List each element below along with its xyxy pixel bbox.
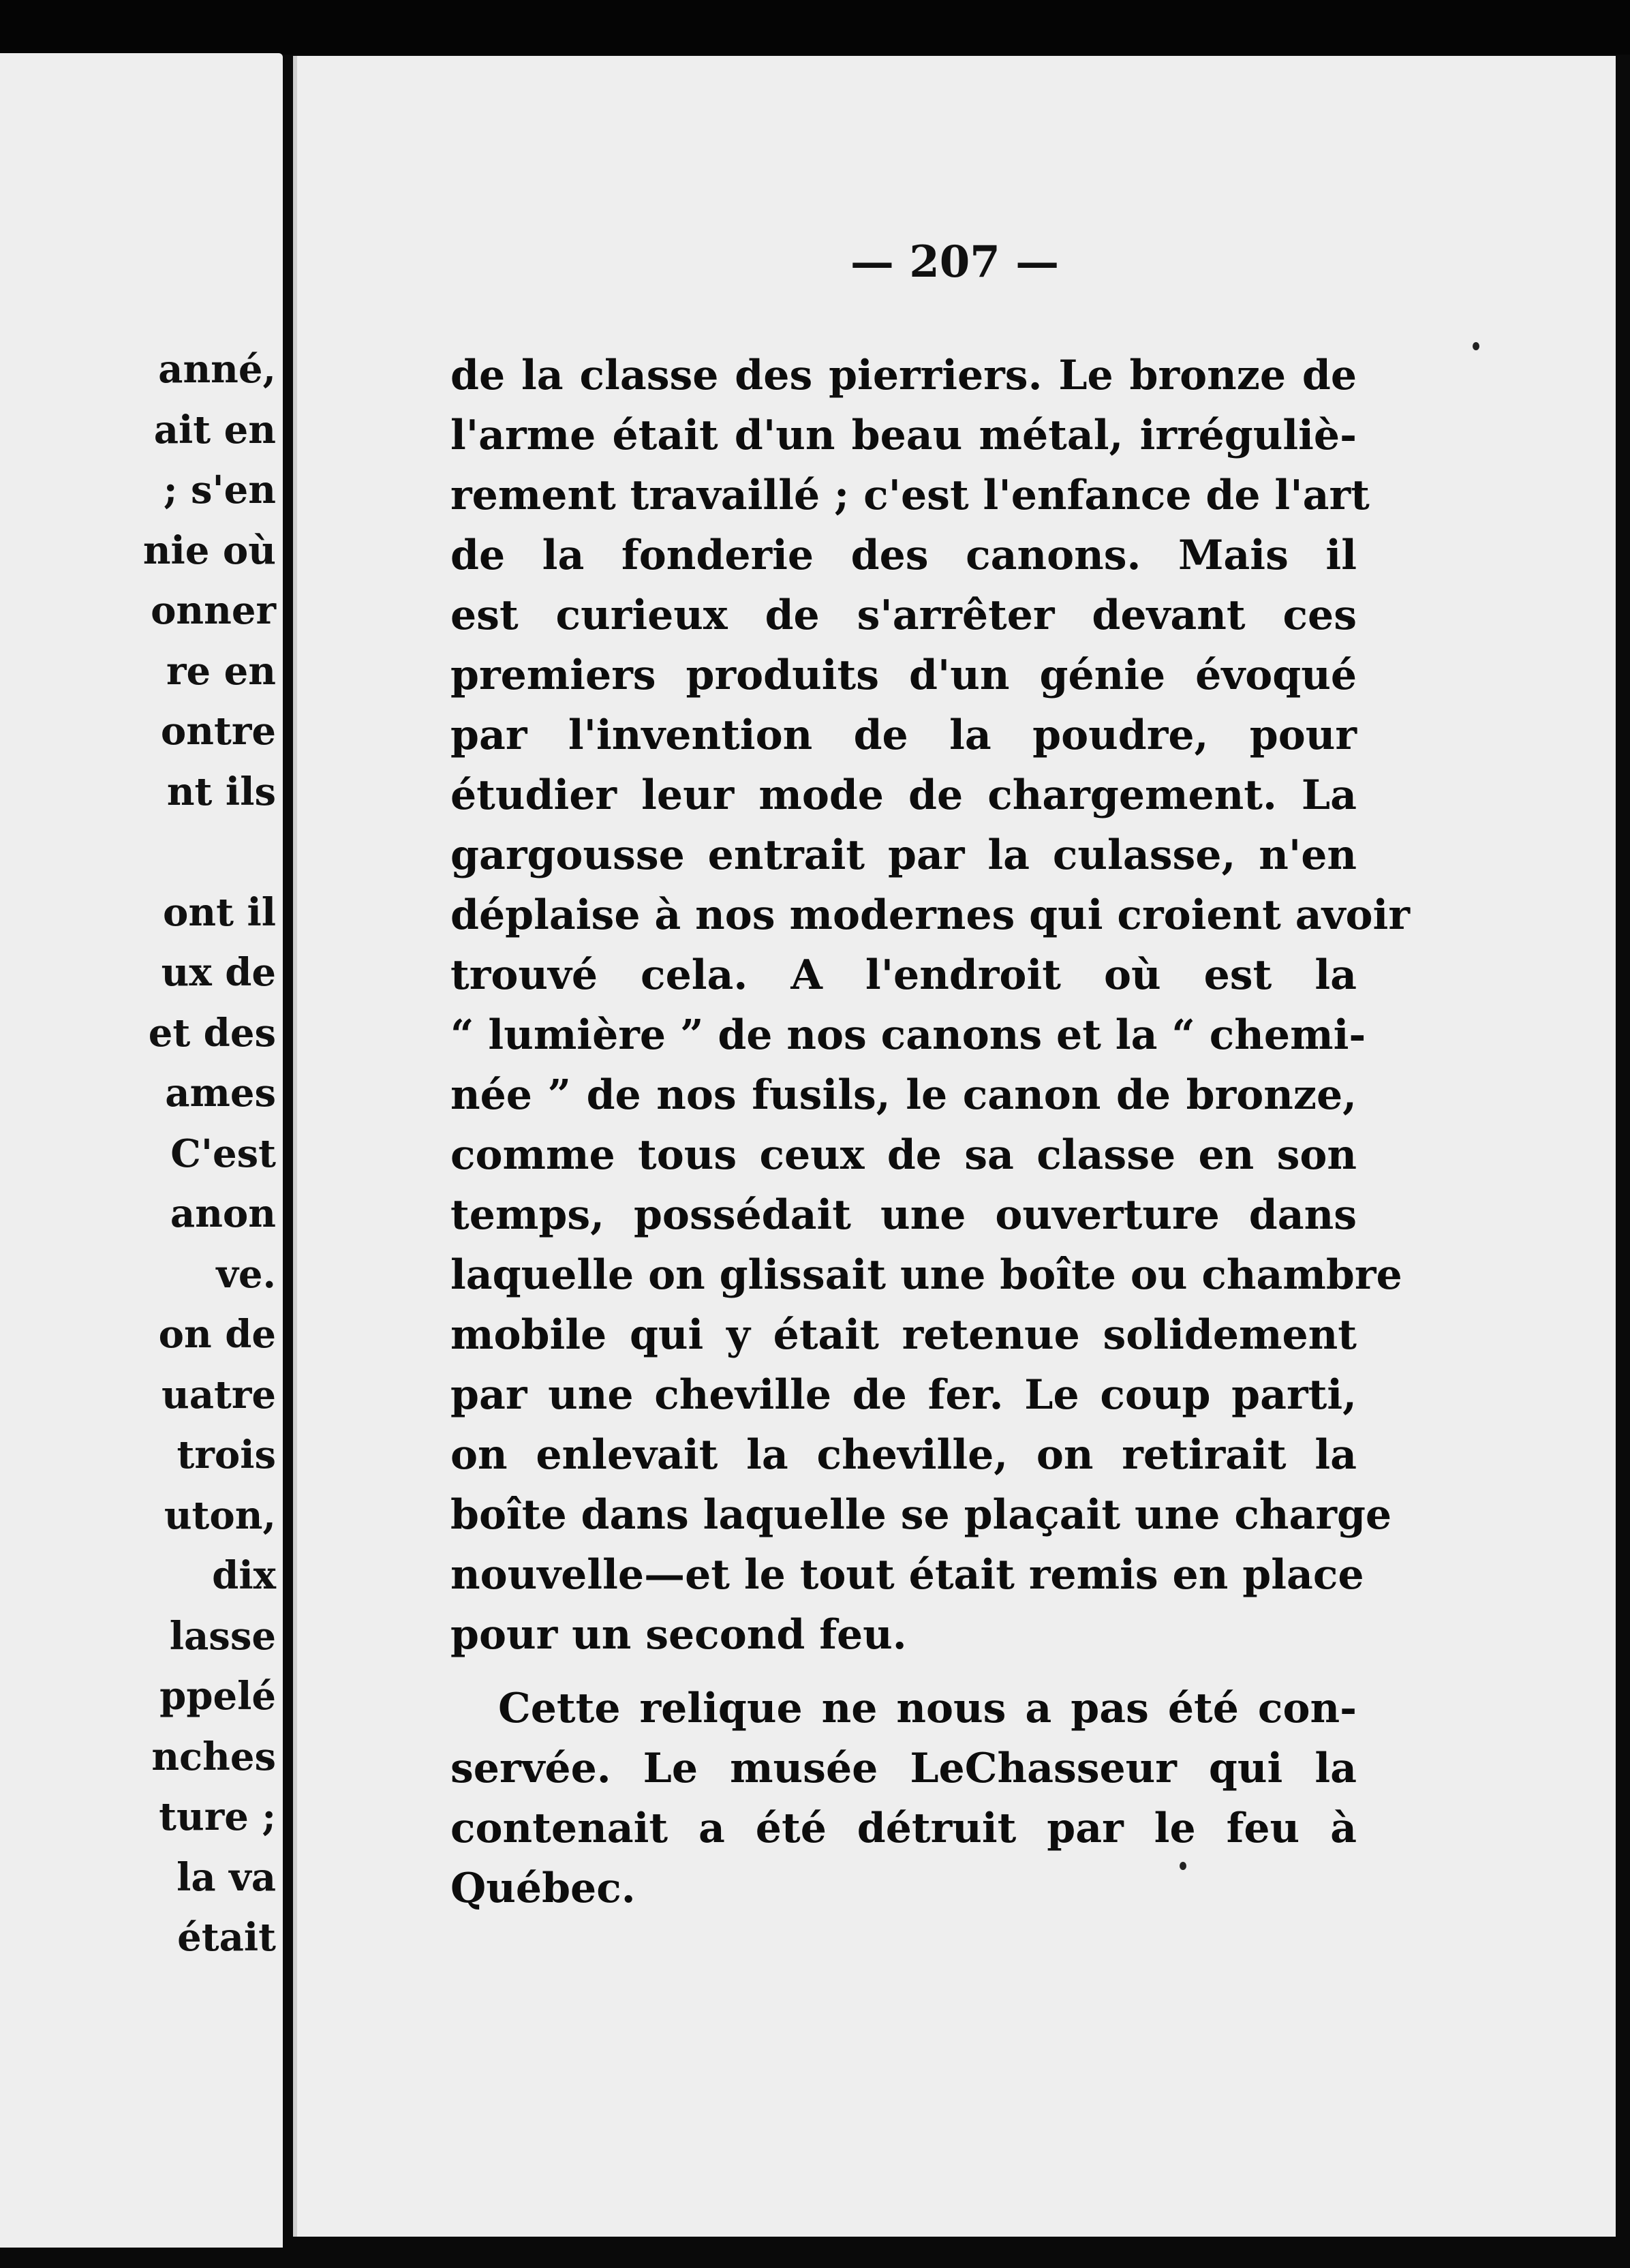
speck-mark (1473, 342, 1479, 350)
page-body-text (450, 346, 1410, 1918)
text-line: pour un second feu. (450, 1611, 907, 1659)
previous-page-text (143, 339, 276, 1968)
text-line: par l'invention de la poudre, pour (450, 711, 1357, 759)
previous-page-line: uton, (164, 1492, 276, 1538)
text-line: on enlevait la cheville, on retirait la (450, 1431, 1357, 1479)
text-line: comme tous ceux de sa classe en son (450, 1131, 1357, 1179)
book-page (293, 56, 1616, 2237)
text-line: étudier leur mode de chargement. La (450, 771, 1357, 819)
previous-page-line: ture ; (159, 1794, 276, 1839)
previous-page-line: trois (176, 1432, 276, 1477)
previous-page-line: nches (151, 1734, 276, 1779)
previous-page-line: on de (158, 1312, 276, 1357)
text-line: née ” de nos fusils, le canon de bronze, (450, 1071, 1357, 1119)
previous-page-line: et des (148, 1010, 276, 1056)
paragraph-gap (450, 1665, 1357, 1679)
previous-page-line: ames (165, 1071, 276, 1116)
previous-page-line: ppelé (159, 1674, 276, 1719)
text-line: est curieux de s'arrêter devant ces (450, 592, 1357, 639)
text-line: Québec. (450, 1865, 636, 1912)
speck-mark (1180, 1862, 1186, 1870)
previous-page-line: ve. (216, 1251, 276, 1297)
text-line: trouvé cela. A l'endroit où est la (450, 951, 1357, 999)
text-line: déplaise à nos modernes qui croient avoir (450, 891, 1410, 939)
previous-page-line: C'est (170, 1131, 276, 1176)
previous-page-line: anon (170, 1191, 276, 1236)
previous-page-line: nie où (142, 527, 276, 573)
previous-page-line: ont il (163, 889, 276, 935)
previous-page-line: ontre (160, 709, 276, 754)
text-line: rement travaillé ; c'est l'enfance de l'art (450, 472, 1370, 519)
scan-top-border (0, 0, 1630, 55)
text-line: premiers produits d'un génie évoqué (450, 652, 1357, 699)
previous-page-line: uatre (162, 1372, 276, 1418)
previous-page-line (143, 822, 276, 883)
text-line: par une cheville de fer. Le coup parti, (450, 1371, 1357, 1419)
text-line: de la fonderie des canons. Mais il (450, 532, 1357, 579)
text-line: laquelle on glissait une boîte ou chambre (450, 1251, 1402, 1299)
text-line: Cette relique ne nous a pas été con- (498, 1685, 1357, 1732)
previous-page-line: la va (176, 1854, 276, 1900)
previous-page-line: était (177, 1915, 276, 1960)
text-line: gargousse entrait par la culasse, n'en (450, 831, 1357, 879)
previous-page-line: onner (151, 588, 276, 633)
text-line: servée. Le musée LeChasseur qui la (450, 1745, 1357, 1792)
previous-page-line: ait en (153, 407, 276, 453)
previous-page-line: ux de (161, 950, 276, 995)
text-line: boîte dans laquelle se plaçait une charge (450, 1491, 1392, 1539)
page-number: — 207 — (850, 236, 1060, 288)
text-line: temps, possédait une ouverture dans (450, 1191, 1357, 1239)
previous-page-fragment (0, 53, 283, 2248)
previous-page-line: re en (166, 648, 276, 694)
text-line: contenait a été détruit par le feu à (450, 1805, 1357, 1852)
text-line: nouvelle—et le tout était remis en place (450, 1551, 1364, 1599)
previous-page-line: nt ils (166, 769, 276, 814)
previous-page-line: anné, (158, 347, 276, 392)
previous-page-line: ; s'en (163, 468, 276, 512)
text-line: mobile qui y était retenue solidement (450, 1311, 1357, 1359)
previous-page-line: lasse (169, 1613, 276, 1659)
text-line: l'arme était d'un beau métal, irréguliè- (450, 412, 1357, 459)
text-line: “ lumière ” de nos canons et la “ chemi- (450, 1011, 1366, 1059)
text-line: de la classe des pierriers. Le bronze de (450, 352, 1357, 399)
previous-page-line: dix (212, 1553, 276, 1598)
